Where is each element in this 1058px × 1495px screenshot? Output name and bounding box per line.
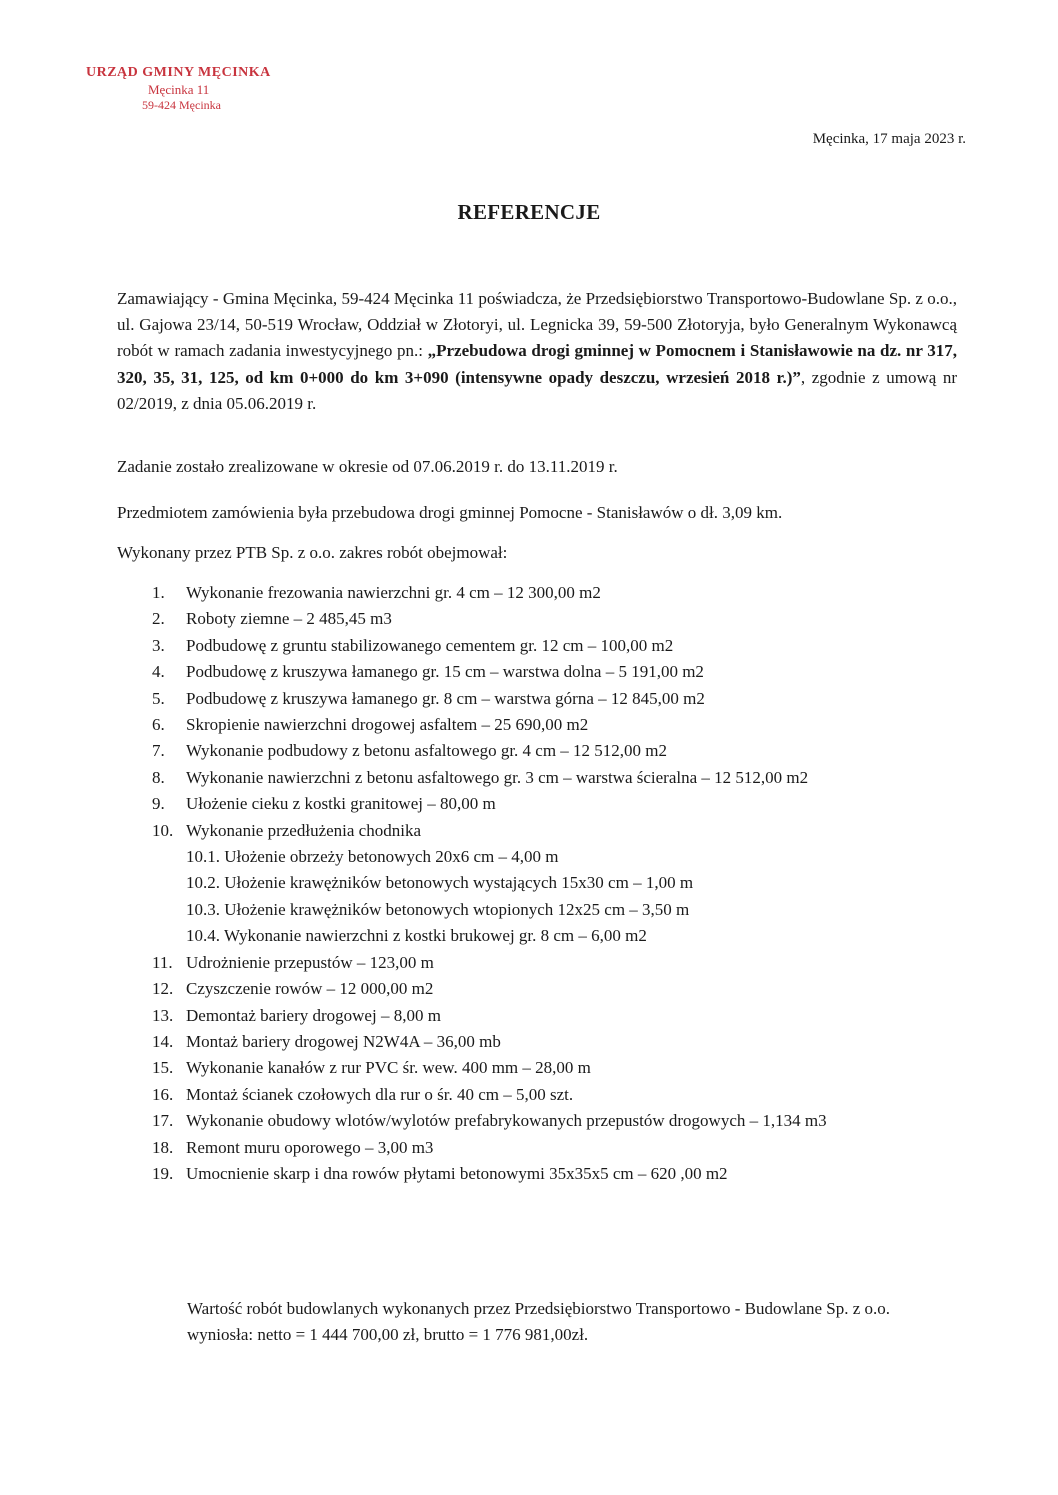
list-item [152, 580, 952, 606]
list-item [152, 712, 952, 738]
list-item [152, 1055, 952, 1081]
document-title: REFERENCJE [457, 200, 601, 224]
item-number: 3. [152, 635, 165, 655]
item-number: 2. [152, 609, 165, 629]
item-text: Wykonanie przedłużenia chodnika [186, 820, 421, 840]
item-number: 18. [152, 1137, 174, 1157]
place-date: Męcinka, 17 maja 2023 r. [812, 131, 966, 147]
list-item [152, 818, 952, 844]
subitem-text: 10.2. Ułożenie krawężników betonowych wystających 15x30 cm – 1,00 m [186, 873, 694, 893]
subitem-text: 10.4. Wykonanie nawierzchni z kostki brukowej gr. 8 cm – 6,00 m2 [186, 926, 647, 946]
list-item [152, 791, 952, 817]
list-item [152, 950, 952, 976]
list-item [152, 976, 952, 1002]
item-text: Podbudowę z gruntu stabilizowanego cementem gr. 12 cm – 100,00 m2 [186, 635, 674, 655]
item-number: 15. [152, 1058, 174, 1078]
item-number: 7. [152, 741, 165, 761]
subitem-text: 10.3. Ułożenie krawężników betonowych wtopionych 12x25 cm – 3,50 m [186, 899, 690, 919]
item-text: Montaż bariery drogowej N2W4A – 36,00 mb [186, 1031, 501, 1051]
stamp-address: Męcinka 11 [148, 81, 210, 97]
item-text: Skropienie nawierzchni drogowej asfaltem – 25 690,00 m2 [186, 715, 589, 735]
item-text: Roboty ziemne – 2 485,45 m3 [186, 609, 392, 629]
intro-text-2: , zgodnie z umową nr 02/2019, z dnia 05.06.2019 r. [117, 367, 958, 413]
list-item [152, 606, 952, 632]
summary-paragraph: Wartość robót budowlanych wykonanych przez Przedsiębiorstwo Transportowo - Budowlane Sp. z o.o. wyniosła: netto = 1 444 700,00 zł, brutto = 1 776 981,00zł. [187, 1299, 891, 1344]
list-item [152, 1161, 952, 1187]
list-subitem [152, 870, 952, 896]
list-item [152, 1108, 952, 1134]
item-number: 8. [152, 767, 165, 787]
item-number: 11. [152, 952, 173, 972]
item-text: Czyszczenie rowów – 12 000,00 m2 [186, 979, 434, 999]
list-item [152, 1003, 952, 1029]
list-subitem [152, 844, 952, 870]
item-text: Wykonanie nawierzchni z betonu asfaltowego gr. 3 cm – warstwa ścieralna – 12 512,00 m2 [186, 767, 809, 787]
list-subitem [152, 923, 952, 949]
list-item [152, 686, 952, 712]
item-text: Remont muru oporowego – 3,00 m3 [186, 1137, 434, 1157]
list-subitem [152, 897, 952, 923]
list-item [152, 659, 952, 685]
subject-paragraph: Przedmiotem zamówienia była przebudowa drogi gminnej Pomocne - Stanisławów o dł. 3,09 km. [117, 503, 783, 522]
item-text: Wykonanie podbudowy z betonu asfaltowego gr. 4 cm – 12 512,00 m2 [186, 741, 668, 761]
item-number: 10. [152, 820, 174, 840]
item-number: 13. [152, 1005, 174, 1025]
list-item [152, 1135, 952, 1161]
item-number: 17. [152, 1111, 174, 1131]
item-number: 4. [152, 662, 165, 682]
item-text: Udrożnienie przepustów – 123,00 m [186, 952, 434, 972]
item-number: 9. [152, 794, 165, 814]
item-text: Umocnienie skarp i dna rowów płytami betonowymi 35x35x5 cm – 620 ,00 m2 [186, 1163, 728, 1183]
item-text: Podbudowę z kruszywa łamanego gr. 8 cm – warstwa górna – 12 845,00 m2 [186, 688, 705, 708]
scope-list [152, 580, 952, 1187]
item-number: 14. [152, 1031, 174, 1051]
scope-intro: Wykonany przez PTB Sp. z o.o. zakres robót obejmował: [117, 543, 508, 562]
item-number: 1. [152, 583, 165, 602]
list-item [152, 633, 952, 659]
list-item [152, 1029, 952, 1055]
item-text: Demontaż bariery drogowej – 8,00 m [186, 1005, 441, 1025]
stamp-zip: 59-424 Męcinka [142, 97, 221, 112]
item-text: Wykonanie frezowania nawierzchni gr. 4 cm – 12 300,00 m2 [186, 583, 601, 602]
stamp-name: URZĄD GMINY MĘCINKA [86, 65, 271, 80]
item-number: 19. [152, 1163, 174, 1183]
list-item [152, 1082, 952, 1108]
item-number: 16. [152, 1084, 174, 1104]
subitem-text: 10.1. Ułożenie obrzeży betonowych 20x6 cm – 4,00 m [186, 847, 559, 867]
period-paragraph: Zadanie zostało zrealizowane w okresie od 07.06.2019 r. do 13.11.2019 r. [117, 457, 618, 476]
item-text: Ułożenie cieku z kostki granitowej – 80,00 m [186, 794, 496, 814]
item-text: Montaż ścianek czołowych dla rur o śr. 40 cm – 5,00 szt. [186, 1084, 574, 1104]
list-item [152, 765, 952, 791]
item-text: Wykonanie obudowy wlotów/wylotów prefabrykowanych przepustów drogowych – 1,134 m3 [186, 1111, 827, 1131]
intro-paragraph [117, 286, 957, 417]
intro-task-name: „Przebudowa drogi gminnej w Pomocnem i Stanisławowie na dz. nr 317, 320, 35, 31, 125, od km 0+000 do km 3+090 (intensywne opady deszczu, wrzesień 2018 r.)” [117, 341, 957, 387]
issuer-stamp [86, 64, 296, 113]
list-item [152, 738, 952, 764]
item-text: Wykonanie kanałów z rur PVC śr. wew. 400 mm – 28,00 m [186, 1058, 591, 1078]
item-text: Podbudowę z kruszywa łamanego gr. 15 cm – warstwa dolna – 5 191,00 m2 [186, 662, 704, 682]
item-number: 6. [152, 715, 165, 735]
intro-text-1: Zamawiający - Gmina Męcinka, 59-424 Męcinka 11 poświadcza, że Przedsiębiorstwo Transportowo-Budowlane Sp. z o.o., ul. Gajowa 23/14, 50-519 Wrocław, Oddział w Złotoryi, ul. Legnicka 39, 59-500 Złotoryja, było Generalnym Wykonawcą robót w ramach zadania inwestycyjnego pn.: [117, 289, 957, 361]
item-number: 5. [152, 688, 165, 708]
item-number: 12. [152, 979, 174, 999]
